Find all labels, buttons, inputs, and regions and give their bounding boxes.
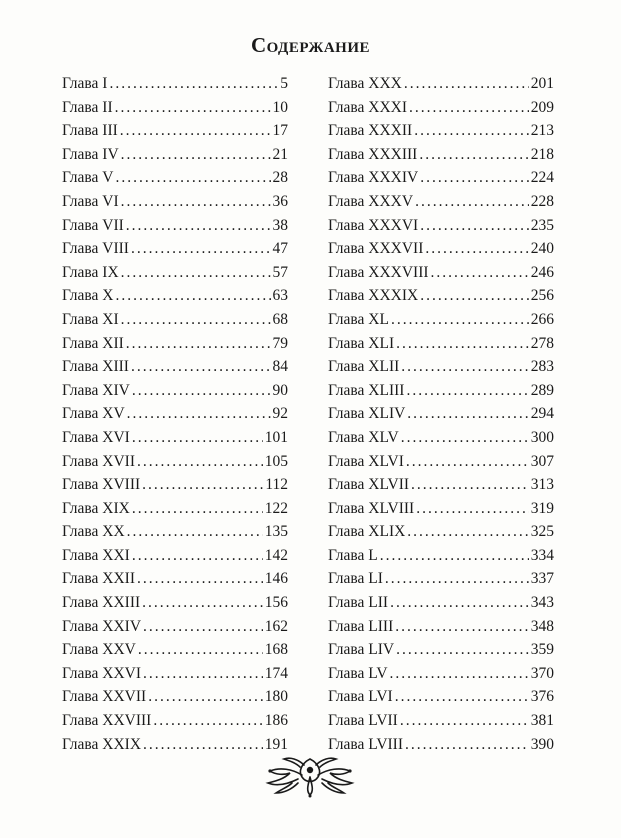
toc-entry-page: 235 [530, 216, 554, 234]
toc-entry [328, 261, 554, 285]
toc-entry-page: 283 [530, 358, 554, 376]
toc-entry-page: 307 [530, 452, 554, 470]
toc-entry-label: Глава XLIII [328, 381, 405, 399]
toc-entry-label: Глава XLIV [328, 405, 406, 423]
page-title: Содержание [250, 33, 371, 57]
toc-leader-dots [142, 473, 263, 497]
toc-leader-dots [390, 591, 529, 615]
toc-entry-page: 319 [530, 499, 554, 517]
toc-entry [62, 261, 288, 285]
toc-entry [328, 355, 554, 379]
toc-entry [62, 544, 288, 568]
toc-entry-page: 337 [530, 570, 554, 588]
toc-leader-dots [109, 72, 278, 96]
toc-entry [328, 96, 554, 120]
toc-leader-dots [420, 284, 529, 308]
toc-leader-dots [380, 544, 529, 568]
toc-entry-page: 146 [264, 570, 288, 588]
toc-entry-label: Глава XL [328, 310, 389, 328]
toc-entry-page: 180 [264, 688, 288, 706]
toc-entry-page: 218 [530, 145, 554, 163]
toc-entry-label: Глава LV [328, 664, 388, 682]
toc-entry [62, 473, 288, 497]
toc-entry [62, 332, 288, 356]
toc-column-left [62, 72, 288, 756]
toc-entry-label: Глава XXXIX [328, 287, 419, 305]
toc-entry [62, 662, 288, 686]
toc-entry-label: Глава XVI [62, 428, 130, 446]
toc-entry-label: Глава XLVI [328, 452, 404, 470]
toc-entry-page: 162 [264, 617, 288, 635]
toc-entry-page: 224 [530, 169, 554, 187]
toc-entry-label: Глава XXXIV [328, 169, 419, 187]
toc-leader-dots [132, 426, 263, 450]
toc-entry [328, 544, 554, 568]
toc-leader-dots [126, 214, 271, 238]
toc-entry-page: 376 [530, 688, 554, 706]
toc-entry [328, 520, 554, 544]
toc-leader-dots [131, 355, 271, 379]
toc-leader-dots [405, 733, 529, 757]
toc-entry-label: Глава XXII [62, 570, 135, 588]
toc-entry-label: Глава I [62, 75, 108, 92]
toc-leader-dots [385, 567, 529, 591]
toc-entry-label: Глава XIX [62, 499, 130, 517]
toc-entry-label: Глава LVI [328, 688, 393, 706]
toc-leader-dots [419, 143, 528, 167]
toc-entry-page: 381 [530, 712, 554, 730]
toc-leader-dots [391, 308, 529, 332]
toc-leader-dots [115, 166, 270, 190]
toc-leader-dots [132, 379, 271, 403]
toc-leader-dots [132, 544, 263, 568]
toc-leader-dots [401, 355, 528, 379]
toc-leader-dots [121, 261, 271, 285]
toc-entry-label: Глава XLV [328, 428, 399, 446]
toc-entry-page: 122 [264, 499, 288, 517]
toc-entry-page: 209 [530, 98, 554, 116]
toc-entry [62, 72, 288, 96]
toc-leader-dots [396, 332, 529, 356]
toc-entry-label: Глава III [62, 122, 118, 140]
toc-entry-label: Глава XLIX [328, 523, 406, 541]
toc-entry-label: Глава LIII [328, 617, 394, 635]
toc-leader-dots [414, 119, 529, 143]
toc-entry-label: Глава XXIII [62, 594, 141, 612]
toc-entry-page: 90 [272, 381, 288, 399]
toc-entry-label: Глава XXXI [328, 98, 408, 116]
toc-leader-dots [396, 638, 529, 662]
toc-entry-page: 213 [530, 122, 554, 140]
toc-entry-label: Глава IV [62, 145, 119, 163]
toc-entry [328, 685, 554, 709]
toc-entry [62, 237, 288, 261]
toc-entry-label: Глава XI [62, 310, 119, 328]
toc-entry-page: 186 [264, 712, 288, 730]
toc-entry-page: 21 [272, 145, 288, 163]
toc-entry-label: Глава XLI [328, 334, 395, 352]
toc-entry [328, 332, 554, 356]
toc-leader-dots [137, 450, 263, 474]
toc-leader-dots [420, 214, 529, 238]
toc-entry [328, 709, 554, 733]
toc-column-right [328, 72, 554, 756]
toc-entry [328, 473, 554, 497]
toc-entry [62, 143, 288, 167]
toc-leader-dots [431, 261, 529, 285]
toc-leader-dots [127, 402, 271, 426]
toc-leader-dots [148, 685, 263, 709]
toc-entry [328, 166, 554, 190]
toc-entry [62, 709, 288, 733]
toc-entry [328, 284, 554, 308]
toc-entry-page: 57 [272, 263, 288, 281]
toc-leader-dots [425, 237, 528, 261]
toc-entry [328, 426, 554, 450]
toc-entry-label: Глава IX [62, 263, 119, 281]
toc-entry-label: Глава LVII [328, 712, 398, 730]
toc-leader-dots [138, 638, 263, 662]
toc-entry [62, 615, 288, 639]
toc-entry-label: Глава XXVIII [62, 712, 152, 730]
toc-entry-page: 370 [530, 664, 554, 682]
toc-entry-label: Глава VII [62, 216, 124, 234]
toc-entry [62, 402, 288, 426]
toc-entry [328, 308, 554, 332]
toc-entry-label: Глава XXIX [62, 735, 142, 753]
toc-leader-dots [420, 166, 529, 190]
toc-leader-dots [143, 733, 263, 757]
toc-entry-page: 28 [272, 169, 288, 187]
toc-entry [62, 520, 288, 544]
toc-entry [62, 119, 288, 143]
toc-entry-page: 5 [280, 75, 288, 92]
toc-entry-page: 325 [530, 523, 554, 541]
toc-entry-page: 313 [530, 476, 554, 494]
toc-leader-dots [400, 709, 529, 733]
toc-entry-page: 38 [272, 216, 288, 234]
toc-entry-page: 294 [530, 405, 554, 423]
toc-entry-label: Глава VIII [62, 240, 129, 258]
toc-leader-dots [142, 591, 263, 615]
toc-entry [62, 497, 288, 521]
toc-entry-label: Глава XLII [328, 358, 400, 376]
toc-leader-dots [121, 308, 271, 332]
toc-leader-dots [132, 497, 263, 521]
toc-leader-dots [121, 143, 271, 167]
toc-entry-page: 135 [264, 523, 288, 541]
toc-entry [62, 591, 288, 615]
toc-entry-label: Глава LII [328, 594, 389, 612]
toc-leader-dots [121, 190, 271, 214]
toc-entry-label: Глава XXXIII [328, 145, 418, 163]
toc-entry-label: Глава XXXII [328, 122, 413, 140]
toc-leader-dots [395, 685, 529, 709]
toc-entry-page: 359 [530, 641, 554, 659]
toc-leader-dots [137, 567, 263, 591]
toc-leader-dots [415, 190, 529, 214]
toc-entry-label: Глава LI [328, 570, 383, 588]
toc-entry-label: Глава VI [62, 192, 119, 210]
toc-leader-dots [401, 426, 529, 450]
toc-entry [62, 567, 288, 591]
toc-leader-dots [115, 284, 270, 308]
toc-entry [62, 426, 288, 450]
toc-entry-label: Глава XXXVIII [328, 263, 429, 281]
toc-entry [62, 166, 288, 190]
toc-entry [328, 615, 554, 639]
toc-entry-label: Глава XIII [62, 358, 129, 376]
toc-entry-page: 36 [272, 192, 288, 210]
toc-entry [328, 567, 554, 591]
toc-entry-page: 112 [265, 476, 288, 494]
floral-ornament-icon [262, 753, 358, 799]
toc-entry [62, 355, 288, 379]
toc-entry-page: 142 [264, 546, 288, 564]
toc-entry-page: 156 [264, 594, 288, 612]
toc-entry-page: 191 [264, 735, 288, 753]
toc-entry-page: 105 [264, 452, 288, 470]
toc-entry-page: 228 [530, 192, 554, 210]
toc-entry [62, 450, 288, 474]
toc-entry-label: Глава L [328, 546, 378, 564]
toc-entry-page: 47 [272, 240, 288, 258]
toc-leader-dots [127, 520, 263, 544]
toc-entry [62, 308, 288, 332]
toc-leader-dots [411, 473, 529, 497]
toc-entry [328, 591, 554, 615]
toc-entry-page: 266 [530, 310, 554, 328]
toc-entry-label: Глава LIV [328, 641, 395, 659]
toc-entry-page: 300 [530, 428, 554, 446]
toc-entry [62, 733, 288, 757]
toc-entry-label: Глава XII [62, 334, 124, 352]
toc-entry [328, 119, 554, 143]
toc-entry-page: 79 [272, 334, 288, 352]
toc-leader-dots [395, 615, 529, 639]
toc-leader-dots [416, 497, 529, 521]
toc-entry-page: 289 [530, 381, 554, 399]
toc-leader-dots [115, 96, 271, 120]
toc-entry [62, 284, 288, 308]
toc-entry [328, 662, 554, 686]
toc-leader-dots [406, 379, 528, 403]
toc-entry [328, 214, 554, 238]
toc-leader-dots [143, 662, 263, 686]
toc-entry-page: 168 [264, 641, 288, 659]
toc-entry [62, 638, 288, 662]
toc-entry-label: Глава XLVIII [328, 499, 415, 517]
toc-leader-dots [407, 520, 528, 544]
toc-entry [328, 379, 554, 403]
toc-entry [328, 733, 554, 757]
toc-entry-page: 63 [272, 287, 288, 305]
toc-entry-label: Глава XVII [62, 452, 135, 470]
toc-entry-label: Глава XV [62, 405, 125, 423]
toc-entry-label: Глава II [62, 98, 113, 116]
toc-entry [328, 497, 554, 521]
toc-entry-label: Глава XXVI [62, 664, 142, 682]
toc-entry-page: 278 [530, 334, 554, 352]
toc-leader-dots [409, 96, 529, 120]
toc-entry-page: 10 [272, 98, 288, 116]
toc-entry [328, 190, 554, 214]
toc-leader-dots [120, 119, 271, 143]
toc-entry-page: 17 [272, 122, 288, 140]
toc-entry [62, 379, 288, 403]
toc-entry-page: 334 [530, 546, 554, 564]
toc-entry [62, 190, 288, 214]
toc-entry-label: Глава XXXVII [328, 240, 424, 258]
toc-leader-dots [131, 237, 271, 261]
toc-entry [328, 638, 554, 662]
toc-entry-label: Глава XLVII [328, 476, 410, 494]
toc-entry-label: Глава XX [62, 523, 125, 541]
toc-entry-page: 390 [530, 735, 554, 753]
toc-leader-dots [404, 72, 529, 96]
toc-leader-dots [153, 709, 262, 733]
toc-entry-page: 174 [264, 664, 288, 682]
toc-entry [328, 237, 554, 261]
toc-entry-page: 101 [264, 428, 288, 446]
toc-entry [62, 685, 288, 709]
toc-entry [328, 72, 554, 96]
toc-entry-label: Глава XXVII [62, 688, 147, 706]
toc-leader-dots [143, 615, 263, 639]
toc-entry-label: Глава XVIII [62, 476, 141, 494]
toc-leader-dots [407, 402, 528, 426]
toc-entry [328, 450, 554, 474]
toc-entry-label: Глава XXIV [62, 617, 142, 635]
toc-leader-dots [390, 662, 529, 686]
toc-entry [62, 214, 288, 238]
toc-entry-page: 84 [272, 358, 288, 376]
toc-entry-page: 92 [272, 405, 288, 423]
toc-entry-page: 256 [530, 287, 554, 305]
toc-entry-page: 348 [530, 617, 554, 635]
toc-entry-page: 240 [530, 240, 554, 258]
toc-entry-page: 68 [272, 310, 288, 328]
toc-entry [62, 96, 288, 120]
toc-entry-label: Глава XXXV [328, 192, 414, 210]
toc-entry-page: 246 [530, 263, 554, 281]
toc-entry-label: Глава XIV [62, 381, 130, 399]
toc-entry-label: Глава XXI [62, 546, 130, 564]
toc-entry-page: 201 [530, 75, 554, 92]
toc-leader-dots [126, 332, 271, 356]
toc-entry-label: Глава XXXVI [328, 216, 419, 234]
toc-entry-label: Глава LVIII [328, 735, 404, 753]
toc-entry [328, 143, 554, 167]
toc-entry-label: Глава XXX [328, 75, 402, 92]
toc-leader-dots [406, 450, 529, 474]
toc-entry-label: Глава XXV [62, 641, 136, 659]
toc-entry-page: 343 [530, 594, 554, 612]
toc-entry-label: Глава V [62, 169, 114, 187]
toc-entry-label: Глава X [62, 287, 114, 305]
toc-entry [328, 402, 554, 426]
